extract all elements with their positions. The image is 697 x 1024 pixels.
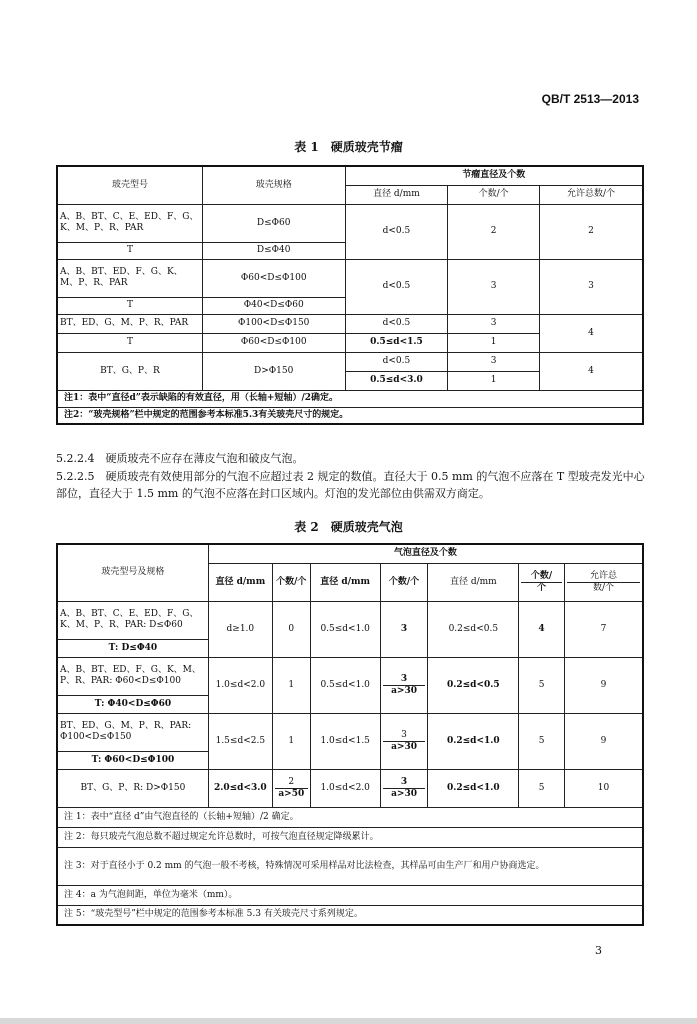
t2-cell-d1: 1.0≤d<2.0 (208, 657, 272, 713)
t1-cell-type: A、B、BT、ED、F、G、K、M、P、R、PAR (57, 259, 202, 297)
t2-cell-c3: 5 (519, 713, 565, 769)
table2-title: 表 2 硬质玻壳气泡 (294, 520, 403, 534)
t1-col-type: 玻壳型号 (57, 166, 202, 204)
table2 (56, 543, 644, 926)
t2-cell-type-t: T: Φ40<D≤Φ60 (57, 695, 208, 713)
t2-note-3: 注 3：对于直径小于 0.2 mm 的气泡一般不考核，特殊情况可采用样品对比法检查，其样品可由生产厂和用户协商选定。 (57, 847, 643, 885)
t2-sub-count-3-line1: 个数/ (530, 570, 553, 581)
t2-cell-c1: 1 (272, 657, 310, 713)
t2-cell-d1: d≥1.0 (208, 601, 272, 657)
t1-cell-dia: d<0.5 (345, 314, 448, 333)
t2-sub-dia-1: 直径 d/mm (208, 563, 272, 601)
t2-sub-dia-2: 直径 d/mm (310, 563, 380, 601)
t2-sub-count-1: 个数/个 (272, 563, 310, 601)
page-number: 3 (595, 944, 602, 957)
clause-5-2-2-5: 5.2.2.5 硬质玻壳有效使用部分的气泡不应超过表 2 规定的数值。直径大于 0.5 mm 的气泡不应落在 T 型玻壳发光中心部位，直径大于 1.5 mm 的气泡不应落在封口区域内。灯泡的发光部位由供需双方商定。 (56, 470, 645, 500)
t2-cell-type: A、B、BT、C、E、ED、F、G、K、M、P、R、PAR: D≤Φ60 (57, 601, 208, 639)
t1-sub-dia: 直径 d/mm (345, 185, 448, 204)
t1-cell-spec: D≤Φ60 (202, 204, 345, 242)
t2-cell-c2 (380, 769, 428, 807)
t1-cell-type: BT、ED、G、M、P、R、PAR (57, 314, 202, 333)
t2-sub-count-2: 个数/个 (380, 563, 428, 601)
t2-cell-c2 (380, 657, 428, 713)
t1-cell-dia: 0.5≤d<1.5 (345, 333, 448, 352)
table-row (57, 769, 643, 807)
t1-note-2: 注2：“玻壳规格”栏中规定的范围参考本标准5.3有关玻壳尺寸的规定。 (57, 407, 643, 424)
table-row (57, 713, 643, 751)
t2-cell-d2: 1.0≤d<2.0 (310, 769, 380, 807)
t2-cell-c1: 0 (272, 601, 310, 657)
t2-sub-count-3-line2: 个 (521, 582, 562, 594)
t1-cell-count: 3 (448, 314, 540, 333)
t2-note-1: 注 1：表中“直径 d”由气泡直径的（长轴+短轴）/2 确定。 (57, 807, 643, 827)
t1-cell-type: T (57, 242, 202, 259)
t2-group-header: 气泡直径及个数 (208, 544, 643, 563)
t2-cell-d2: 1.0≤d<1.5 (310, 713, 380, 769)
t2-cell-d3: 0.2≤d<1.0 (428, 769, 519, 807)
t1-cell-dia: d<0.5 (345, 259, 448, 314)
t1-cell-spec: Φ60<D≤Φ100 (202, 259, 345, 297)
t1-sub-total: 允许总数/个 (539, 185, 643, 204)
t2-cell-c1 (272, 769, 310, 807)
t2-cell-c2-count: 3 (400, 776, 408, 787)
t1-cell-type: BT、G、P、R (57, 352, 202, 390)
t1-cell-total: 2 (539, 204, 643, 259)
t2-cell-c2-count: 3 (400, 673, 408, 684)
t2-col-type: 玻壳型号及规格 (57, 544, 208, 601)
t2-cell-c1-count: 2 (288, 776, 295, 787)
t2-cell-d1: 2.0≤d<3.0 (208, 769, 272, 807)
clause-5-2-2-4: 5.2.2.4 硬质玻壳不应存在薄皮气泡和破皮气泡。 (56, 452, 304, 465)
table-row (57, 352, 643, 371)
t1-cell-count: 2 (448, 204, 540, 259)
t2-cell-d3: 0.2≤d<0.5 (428, 601, 519, 657)
table1-title: 表 1 硬质玻壳节瘤 (294, 140, 403, 154)
t2-cell-d3: 0.2≤d<0.5 (428, 657, 519, 713)
t2-cell-c2-spacing: a>30 (383, 685, 426, 697)
t2-cell-d2: 0.5≤d<1.0 (310, 601, 380, 657)
t1-cell-spec: Φ60<D≤Φ100 (202, 333, 345, 352)
table-row (57, 204, 643, 242)
t2-note-2: 注 2：每只玻壳气泡总数不超过规定允许总数时，可按气泡直径规定降级累计。 (57, 827, 643, 847)
t2-sub-count-3 (519, 563, 565, 601)
t1-col-spec: 玻壳规格 (202, 166, 345, 204)
t2-cell-d3: 0.2≤d<1.0 (428, 713, 519, 769)
t1-cell-spec: Φ40<D≤Φ60 (202, 297, 345, 314)
t1-cell-dia: d<0.5 (345, 204, 448, 259)
scan-edge-bar (0, 1018, 697, 1024)
t1-cell-total: 4 (539, 352, 643, 390)
t1-cell-spec: Φ100<D≤Φ150 (202, 314, 345, 333)
t1-cell-spec: D>Φ150 (202, 352, 345, 390)
t1-cell-count: 1 (448, 333, 540, 352)
t2-note-4: 注 4：a 为气泡间距，单位为毫米（mm）。 (57, 885, 643, 905)
t2-cell-total: 9 (564, 713, 643, 769)
t2-cell-total: 7 (564, 601, 643, 657)
t2-cell-type-t: T: D≤Φ40 (57, 639, 208, 657)
t2-cell-c3: 5 (519, 769, 565, 807)
t1-cell-spec: D≤Φ40 (202, 242, 345, 259)
t1-cell-count: 3 (448, 259, 540, 314)
t2-cell-d1: 1.5≤d<2.5 (208, 713, 272, 769)
t2-cell-c1: 1 (272, 713, 310, 769)
t2-sub-total-line2: 数/个 (567, 582, 640, 594)
t2-cell-type: BT、G、P、R: D>Φ150 (57, 769, 208, 807)
t1-cell-total: 4 (539, 314, 643, 352)
t1-cell-type: A、B、BT、C、E、ED、F、G、K、M、P、R、PAR (57, 204, 202, 242)
t2-cell-type: A、B、BT、ED、F、G、K、M、P、R、PAR: Φ60<D≤Φ100 (57, 657, 208, 695)
t1-sub-count: 个数/个 (448, 185, 540, 204)
t2-note-5: 注 5：“玻壳型号”栏中规定的范围参考本标准 5.3 有关玻壳尺寸系列规定。 (57, 905, 643, 925)
t1-group-header: 节瘤直径及个数 (345, 166, 643, 185)
t1-note-1: 注1：表中“直径d”表示缺陷的有效直径，用（长轴+短轴）/2确定。 (57, 390, 643, 407)
t2-cell-total: 9 (564, 657, 643, 713)
t2-cell-c2 (380, 713, 428, 769)
table1 (56, 165, 644, 425)
t1-cell-total: 3 (539, 259, 643, 314)
t2-cell-type-t: T: Φ60<D≤Φ100 (57, 751, 208, 769)
table-row (57, 657, 643, 695)
table-row (57, 601, 643, 639)
t1-cell-count: 3 (448, 352, 540, 371)
t2-cell-c2-spacing: a>30 (383, 741, 426, 753)
t2-cell-total: 10 (564, 769, 643, 807)
t2-cell-type: BT、ED、G、M、P、R、PAR: Φ100<D≤Φ150 (57, 713, 208, 751)
t2-cell-c1-spacing: a>50 (275, 788, 308, 800)
t2-cell-c2: 3 (380, 601, 428, 657)
t2-sub-total (564, 563, 643, 601)
t2-cell-c3: 4 (519, 601, 565, 657)
t1-cell-dia: 0.5≤d<3.0 (345, 371, 448, 390)
t2-cell-c2-count: 3 (401, 729, 407, 740)
t2-cell-c2-spacing: a>30 (383, 788, 426, 800)
t2-cell-d2: 0.5≤d<1.0 (310, 657, 380, 713)
t2-cell-c3: 5 (519, 657, 565, 713)
t1-cell-type: T (57, 297, 202, 314)
t1-cell-dia: d<0.5 (345, 352, 448, 371)
t1-cell-count: 1 (448, 371, 540, 390)
table-row (57, 259, 643, 297)
t1-cell-type: T (57, 333, 202, 352)
t2-sub-dia-3: 直径 d/mm (428, 563, 519, 601)
t2-sub-total-line1: 允许总 (589, 570, 617, 581)
standard-code: QB/T 2513—2013 (541, 92, 639, 106)
table-row (57, 314, 643, 333)
